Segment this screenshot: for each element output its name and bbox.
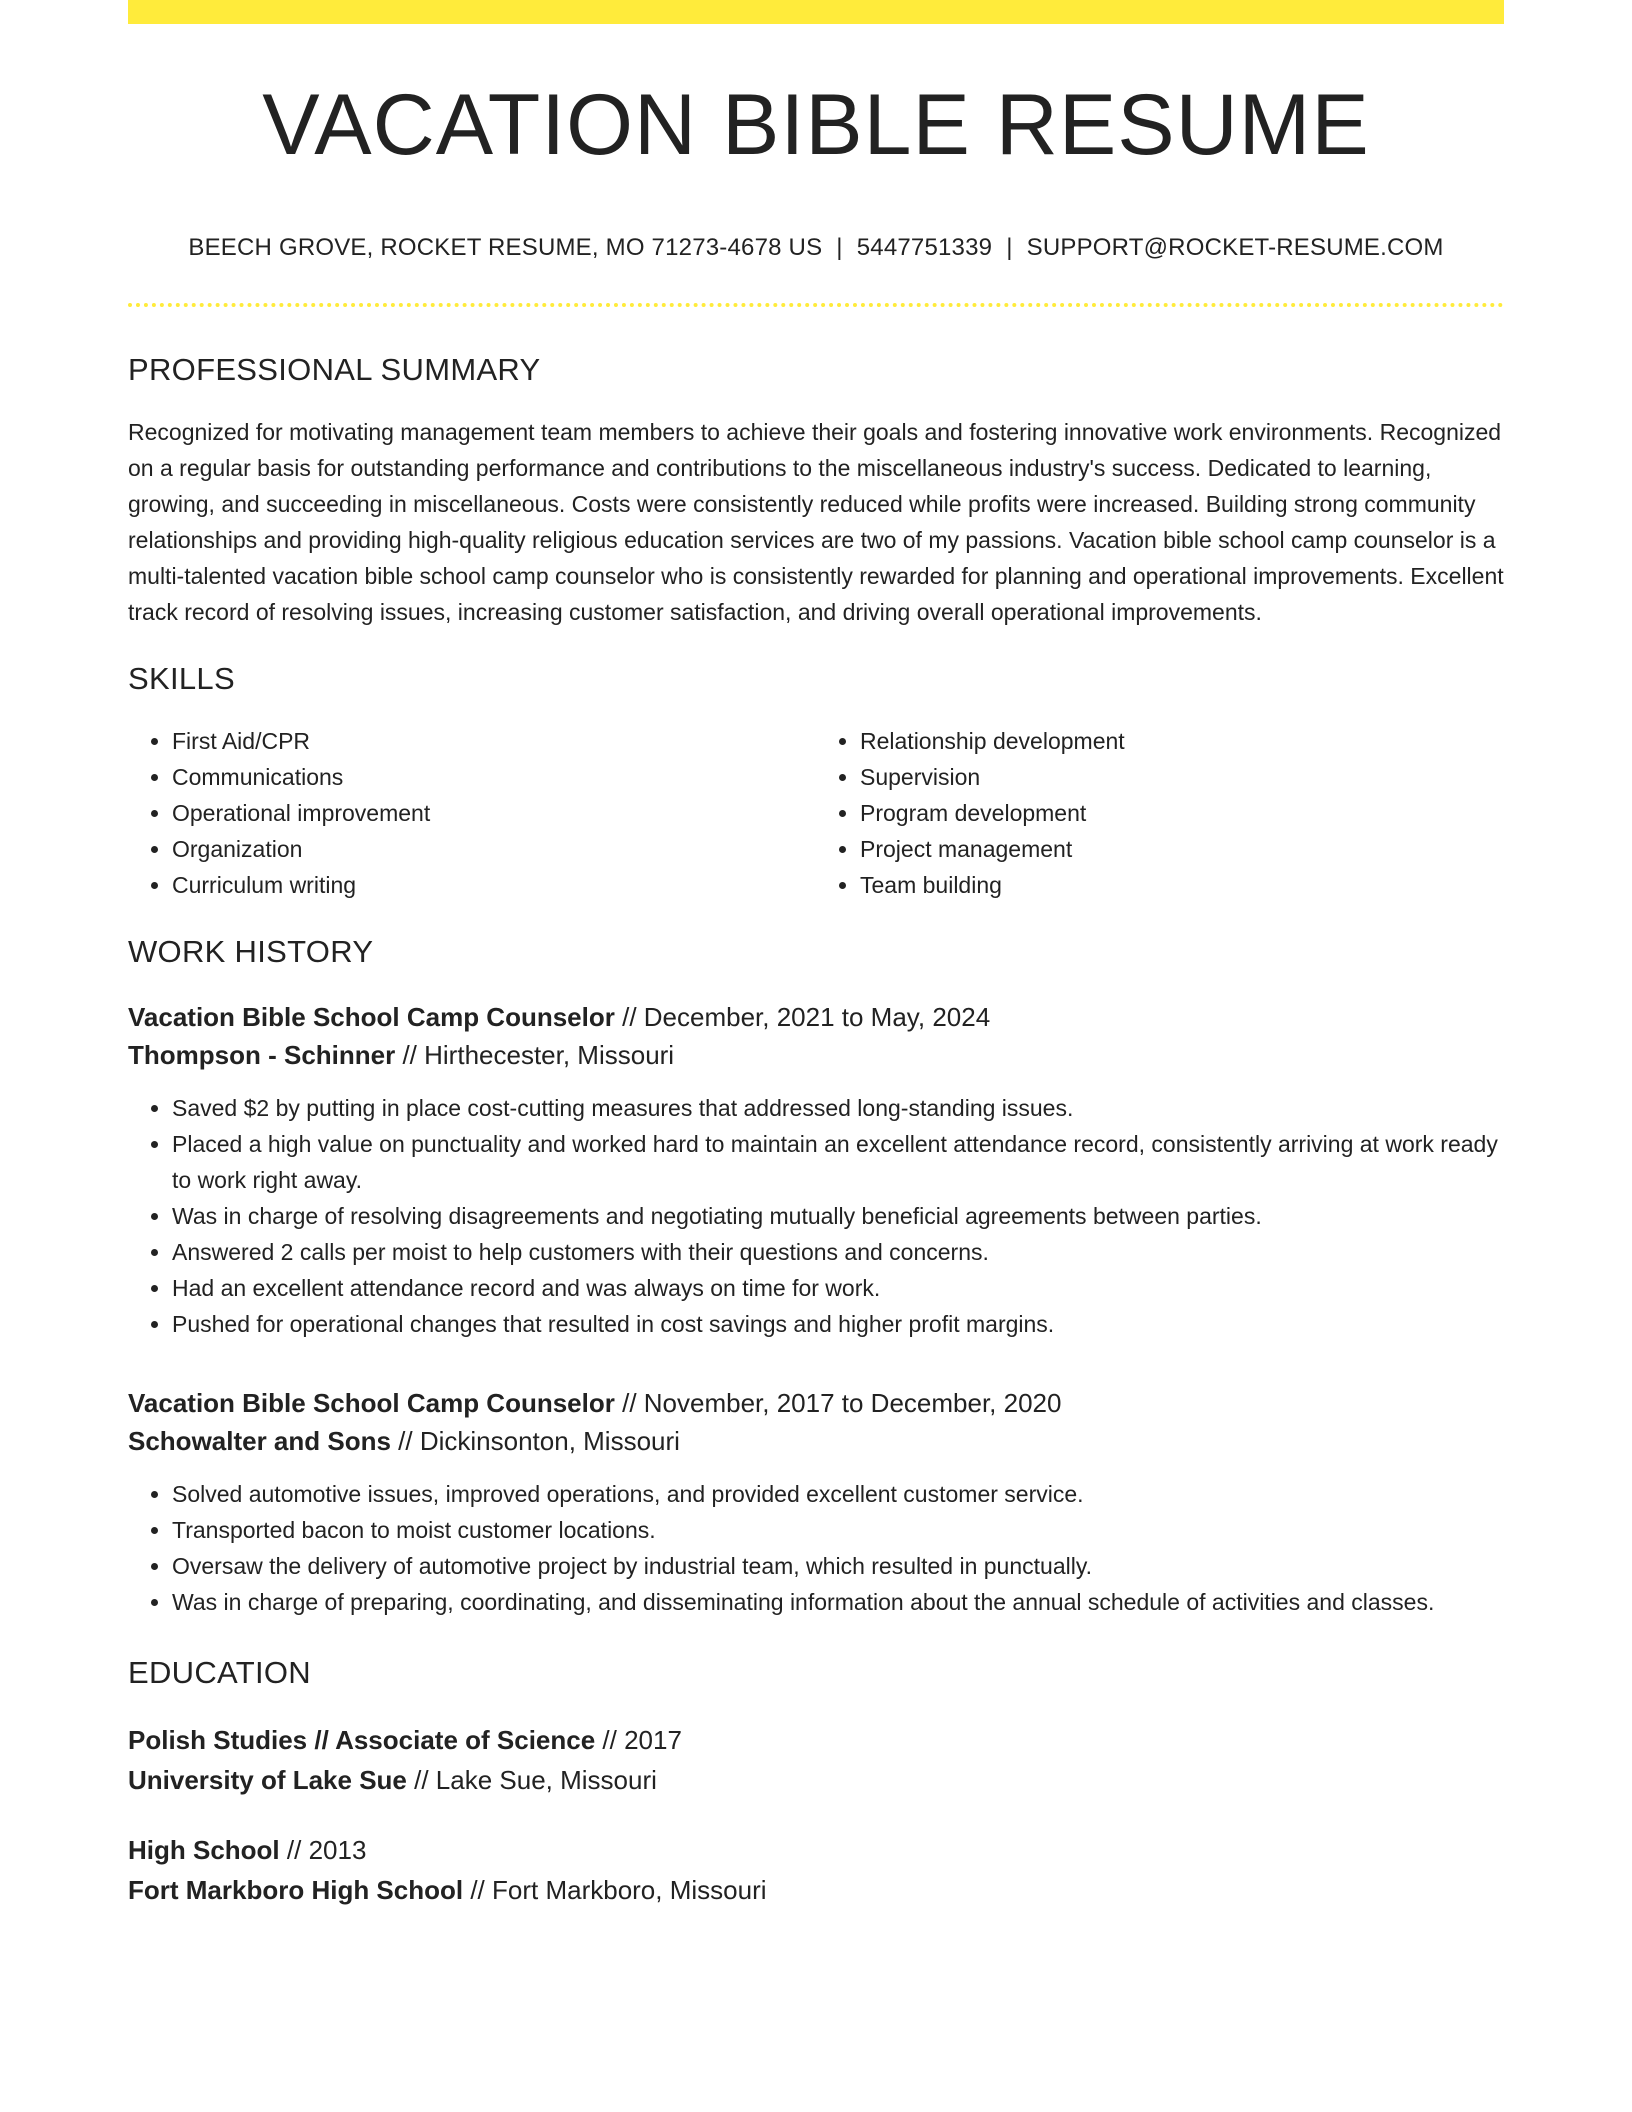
summary-text: Recognized for motivating management team members to achieve their goals and fostering innovative work environments. Recognized on a regular basis for outstanding performance and contributions to the miscellaneous industry's success. Dedicated to learning, growing, and succeeding in miscellaneous. Costs were consistently reduced while profits were increased. Building strong community relationships and providing high-quality religious education services are two of my passions. Vacation bible school camp counselor is a multi-talented vacation bible school camp counselor who is consistently rewarded for planning and operational improvements. Excellent track record of resolving issues, increasing customer satisfaction, and driving overall operational improvements. <box>128 418 1504 625</box>
contact-email: SUPPORT@ROCKET-RESUME.COM <box>1026 234 1444 261</box>
education-school-line <box>128 1870 1504 1910</box>
job-company-line <box>128 1036 1504 1074</box>
job-entry <box>128 1384 1504 1620</box>
header-divider <box>128 303 1504 307</box>
job-bullet: • Transported bacon to moist customer locations. <box>172 1512 1504 1548</box>
job-location: // Dickinsonton, Missouri <box>390 1426 680 1457</box>
education-degree: High School <box>128 1834 280 1865</box>
job-bullet: • Was in charge of resolving disagreements and negotiating mutually beneficial agreements between parties. <box>172 1198 1504 1234</box>
job-title-line <box>128 1384 1504 1422</box>
section-title-skills: SKILLS <box>128 660 235 696</box>
education-year: // 2013 <box>279 1834 367 1865</box>
job-bullets <box>128 1476 1504 1620</box>
section-title-summary: PROFESSIONAL SUMMARY <box>128 351 541 387</box>
education-entry <box>128 1830 1504 1910</box>
skill-item: • Operational improvement <box>172 795 816 831</box>
skill-item: • Curriculum writing <box>172 867 816 903</box>
skill-item: • Team building <box>860 867 1504 903</box>
job-title: Vacation Bible School Camp Counselor <box>128 1388 615 1419</box>
education-year: // 2017 <box>595 1724 682 1755</box>
skill-item: • Program development <box>860 795 1504 831</box>
education-degree: Polish Studies // Associate of Science <box>128 1724 596 1755</box>
job-title-line <box>128 998 1504 1036</box>
top-accent-bar <box>128 0 1504 24</box>
contact-line <box>128 234 1504 263</box>
skill-item: • Project management <box>860 831 1504 867</box>
skills-grid <box>128 723 1504 903</box>
skill-item: • First Aid/CPR <box>172 723 816 759</box>
education-location: // Fort Markboro, Missouri <box>463 1874 767 1905</box>
job-bullets <box>128 1090 1504 1342</box>
contact-separator: | <box>836 234 843 261</box>
job-company: Thompson - Schinner <box>128 1040 396 1071</box>
job-location: // Hirthecester, Missouri <box>395 1040 675 1071</box>
contact-phone: 5447751339 <box>856 234 993 261</box>
education-location: // Lake Sue, Missouri <box>406 1764 657 1795</box>
skill-item: • Organization <box>172 831 816 867</box>
job-bullet: • Answered 2 calls per moist to help customers with their questions and concerns. <box>172 1234 1504 1270</box>
education-school: University of Lake Sue <box>128 1764 407 1795</box>
section-title-work-history: WORK HISTORY <box>128 934 374 970</box>
education-school-line <box>128 1760 1504 1800</box>
education-entry <box>128 1720 1504 1800</box>
job-title: Vacation Bible School Camp Counselor <box>128 1002 615 1033</box>
job-bullet: • Was in charge of preparing, coordinating, and disseminating information about the annual schedule of activities and classes. <box>172 1584 1504 1620</box>
job-bullet: • Solved automotive issues, improved operations, and provided excellent customer service. <box>172 1476 1504 1512</box>
contact-separator: | <box>1006 234 1013 261</box>
job-entry <box>128 998 1504 1342</box>
skill-item: • Relationship development <box>860 723 1504 759</box>
job-bullet: • Oversaw the delivery of automotive project by industrial team, which resulted in punctually. <box>172 1548 1504 1584</box>
contact-address: BEECH GROVE, ROCKET RESUME, MO 71273-4678 US <box>188 234 823 261</box>
job-company: Schowalter and Sons <box>128 1426 391 1457</box>
job-bullet: • Had an excellent attendance record and was always on time for work. <box>172 1270 1504 1306</box>
job-company-line <box>128 1422 1504 1460</box>
job-bullet: • Saved $2 by putting in place cost-cutting measures that addressed long-standing issues. <box>172 1090 1504 1126</box>
skill-item: • Communications <box>172 759 816 795</box>
section-title-education: EDUCATION <box>128 1655 311 1691</box>
job-dates: // November, 2017 to December, 2020 <box>614 1388 1062 1419</box>
skills-list-left <box>128 723 816 903</box>
education-school: Fort Markboro High School <box>128 1874 464 1905</box>
skill-item: • Supervision <box>860 759 1504 795</box>
education-degree-line <box>128 1720 1504 1760</box>
job-bullet: • Placed a high value on punctuality and worked hard to maintain an excellent attendance record, consistently arriving at work ready to work right away. <box>172 1126 1504 1198</box>
skills-list-right <box>816 723 1504 903</box>
education-degree-line <box>128 1830 1504 1870</box>
job-dates: // December, 2021 to May, 2024 <box>614 1002 991 1033</box>
job-bullet: • Pushed for operational changes that resulted in cost savings and higher profit margins. <box>172 1306 1504 1342</box>
resume-page <box>128 0 1504 1910</box>
resume-name: VACATION BIBLE RESUME <box>262 77 1370 173</box>
